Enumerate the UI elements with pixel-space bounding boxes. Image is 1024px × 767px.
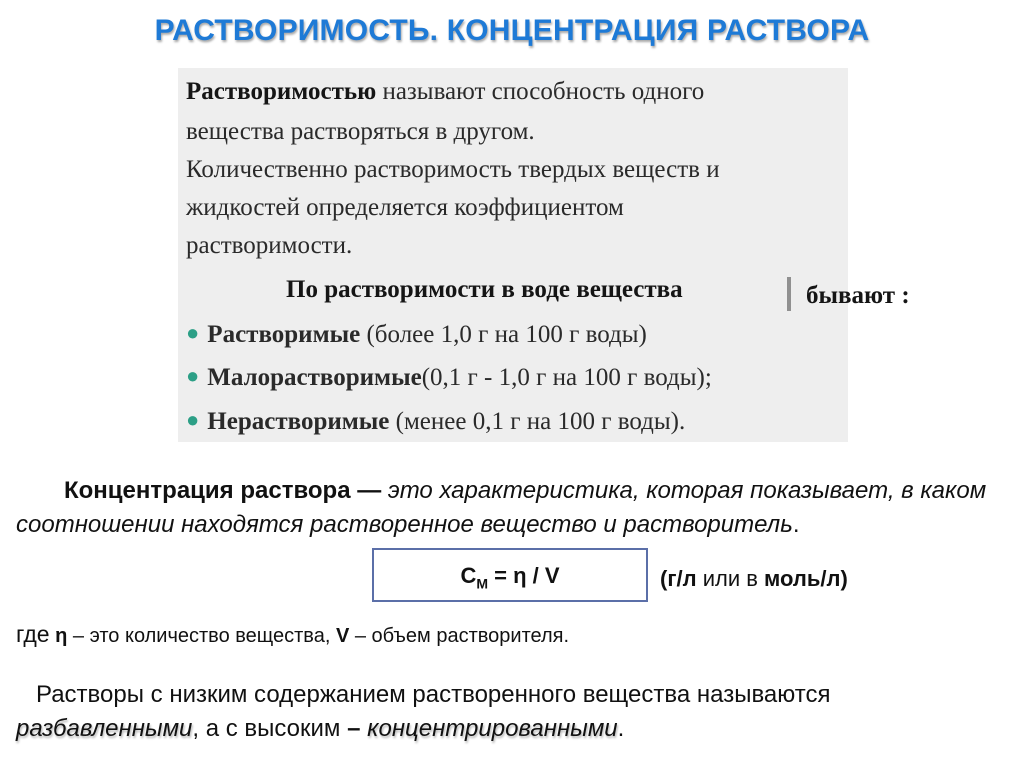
- solubility-subheading: По растворимости в воде вещества: [286, 276, 683, 303]
- bullet-term: Нерастворимые: [207, 408, 390, 435]
- definition-end: .: [792, 511, 800, 538]
- scan-line-4: жидкостей определяется коэффициентом: [186, 194, 624, 221]
- solubility-term: Растворимостью: [186, 78, 377, 105]
- scan-line-1: [186, 78, 704, 106]
- bullet-term: Растворимые: [207, 321, 361, 348]
- definition-term: Концентрация раствора —: [64, 477, 382, 504]
- page-title: РАСТВОРИМОСТЬ. КОНЦЕНТРАЦИЯ РАСТВОРА: [154, 14, 870, 47]
- solubility-subheading-suffix: бывают :: [806, 282, 910, 309]
- formula-legend: [16, 621, 569, 648]
- formula-rest: = η / V: [488, 563, 560, 588]
- bullet-term: Малорастворимые: [207, 364, 422, 391]
- units-open: (г/л: [660, 566, 697, 591]
- eta-symbol: η: [55, 625, 68, 647]
- bullet-dot-icon: ●: [186, 407, 200, 432]
- where-text-2: – объем растворителя.: [349, 625, 570, 647]
- bullet-item: [186, 321, 647, 349]
- bullet-item: [186, 408, 685, 436]
- bullet-detail: (0,1 г - 1,0 г на 100 г воды);: [421, 364, 712, 391]
- text-cursor-mark: [787, 277, 791, 311]
- bullet-dot-icon: ●: [186, 363, 200, 388]
- bullet-dot-icon: ●: [186, 320, 200, 345]
- scan-line-1-rest: называют способность одного: [376, 78, 705, 105]
- solubility-scan-image: [178, 68, 848, 442]
- concentration-definition: [16, 474, 1024, 542]
- where-text-1: – это количество вещества,: [67, 625, 336, 647]
- concentrated-term: концентрированными: [367, 715, 618, 742]
- dilute-term: разбавленными: [16, 715, 193, 742]
- units-middle: или в: [696, 566, 765, 591]
- final-text-1: Растворы с низким содержанием растворенного вещества называются: [36, 681, 831, 708]
- scan-line-3: Количественно растворимость твердых веществ и: [186, 156, 720, 183]
- final-end: .: [617, 715, 625, 742]
- formula-c: С: [460, 563, 477, 588]
- scan-line-5: растворимости.: [186, 232, 353, 259]
- definition-text: это характеристика, которая показывает, в каком соотношении находятся растворенное вещество и растворитель: [16, 477, 987, 538]
- formula-units: [660, 566, 848, 592]
- formula-subscript: М: [476, 575, 489, 592]
- dilute-concentrated-paragraph: [16, 678, 1016, 746]
- bullet-item: [186, 364, 712, 392]
- scan-line-2: вещества растворяться в другом.: [186, 118, 535, 145]
- molarity-formula-box: [372, 548, 648, 602]
- units-bold-end: моль/л): [764, 566, 848, 591]
- where-prefix: где: [16, 621, 50, 647]
- final-dash: –: [347, 715, 361, 742]
- final-text-2: , а с высоким: [192, 715, 348, 742]
- v-symbol: V: [335, 625, 350, 647]
- bullet-detail: (менее 0,1 г на 100 г воды).: [389, 408, 686, 435]
- bullet-detail: (более 1,0 г на 100 г воды): [360, 321, 647, 348]
